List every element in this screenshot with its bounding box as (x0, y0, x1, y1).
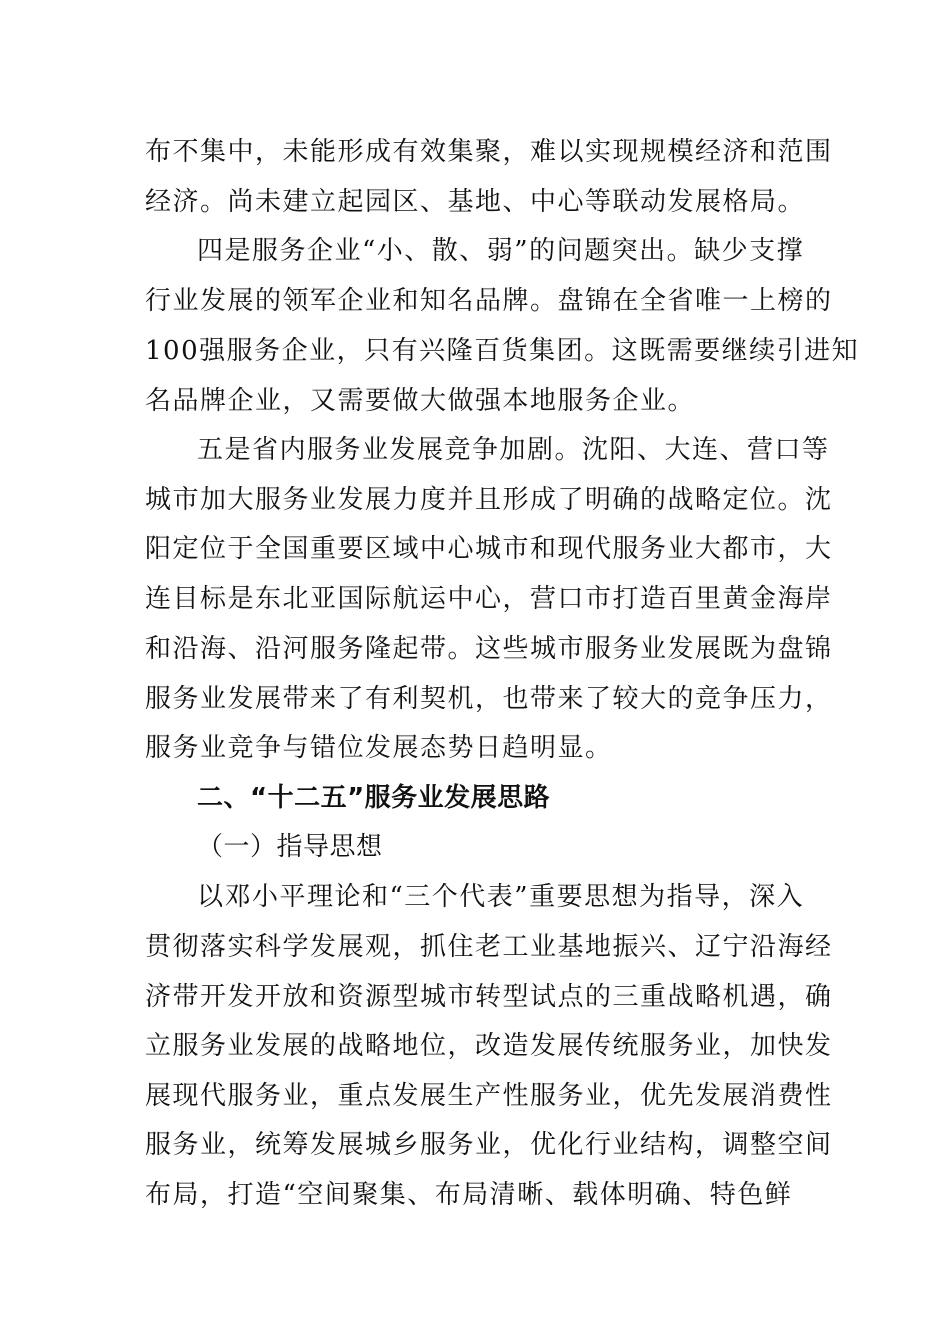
body-text-line: 100强服务企业，只有兴隆百货集团。这既需要继续引进知 (145, 336, 860, 366)
paragraph-start-line: 五是省内服务业发展竞争加剧。沈阳、大连、营口等 (197, 435, 830, 465)
body-text-line: 济带开发开放和资源型城市转型试点的三重战略机遇，确 (145, 982, 833, 1012)
body-text-line: 连目标是东北亚国际航运中心，营口市打造百里黄金海岸 (145, 584, 833, 614)
body-text-line: 阳定位于全国重要区域中心城市和现代服务业大都市，大 (145, 534, 833, 564)
body-text-line: 服务业，统筹发展城乡服务业，优化行业结构，调整空间 (145, 1130, 833, 1160)
body-text-line: 和沿海、沿河服务隆起带。这些城市服务业发展既为盘锦 (145, 634, 833, 664)
body-text-line: 贯彻落实科学发展观，抓住老工业基地振兴、辽宁沿海经 (145, 932, 833, 962)
body-text-line: 布不集中，未能形成有效集聚，难以实现规模经济和范围 (145, 137, 833, 167)
body-text-line: 名品牌企业，又需要做大做强本地服务企业。 (145, 386, 696, 416)
body-text-line: 布局，打造“空间聚集、布局清晰、载体明确、特色鲜 (145, 1180, 793, 1210)
section-heading: 二、“十二五”服务业发展思路 (197, 783, 551, 813)
body-text-line: 行业发展的领军企业和知名品牌。盘锦在全省唯一上榜的 (145, 286, 833, 316)
body-text-line: 展现代服务业，重点发展生产性服务业，优先发展消费性 (145, 1081, 833, 1111)
body-text-line: 城市加大服务业发展力度并且形成了明确的战略定位。沈 (145, 485, 833, 515)
subsection-heading: （一）指导思想 (197, 832, 383, 862)
paragraph-start-line: 四是服务企业“小、散、弱”的问题突出。缺少支撑 (197, 236, 805, 266)
body-text-line: 服务业发展带来了有利契机，也带来了较大的竞争压力， (145, 684, 833, 714)
body-text-line: 服务业竞争与错位发展态势日趋明显。 (145, 733, 613, 763)
body-text-line: 经济。尚未建立起园区、基地、中心等联动发展格局。 (145, 187, 806, 217)
body-text-line: 立服务业发展的战略地位，改造发展传统服务业，加快发 (145, 1031, 833, 1061)
paragraph-start-line: 以邓小平理论和“三个代表”重要思想为指导，深入 (197, 882, 805, 912)
